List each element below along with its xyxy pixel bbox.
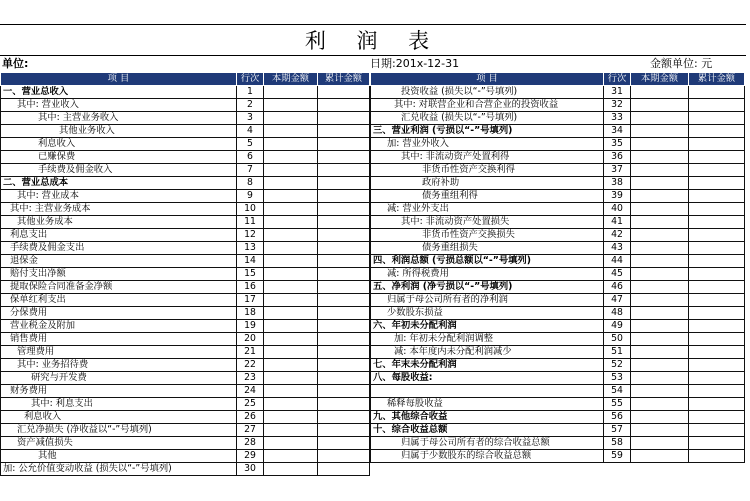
right-item-cell: 加: 营业外收入 [371,138,604,151]
left-cumulative-amount-cell[interactable] [318,281,370,294]
right-line-no-cell: 33 [604,112,631,125]
left-current-amount-cell[interactable] [264,229,318,242]
right-item-cell: 政府补助 [371,177,604,190]
right-current-amount-cell[interactable] [631,450,689,463]
table-row [1,255,745,268]
right-item-cell: 其中: 对联营企业和合营企业的投资收益 [371,99,604,112]
left-line-no-cell: 2 [237,99,264,112]
right-current-amount-cell[interactable] [631,437,689,450]
right-current-amount-cell[interactable] [631,242,689,255]
table-row [1,203,745,216]
right-cumulative-amount-cell[interactable] [689,333,745,346]
left-current-amount-cell[interactable] [264,294,318,307]
table-row [1,463,745,476]
left-cumulative-amount-cell[interactable] [318,151,370,164]
left-cumulative-amount-cell[interactable] [318,255,370,268]
table-row [1,229,745,242]
left-line-no-cell: 19 [237,320,264,333]
left-line-no-cell: 1 [237,86,264,99]
left-line-no-cell: 20 [237,333,264,346]
right-line-no-cell: 32 [604,99,631,112]
table-row [1,138,745,151]
right-empty-cell [689,463,745,476]
left-line-no-cell: 27 [237,424,264,437]
right-cumulative-amount-cell[interactable] [689,320,745,333]
right-empty-cell [631,463,689,476]
table-row [1,164,745,177]
right-line-no-cell: 34 [604,125,631,138]
left-cumulative-amount-cell[interactable] [318,138,370,151]
left-item-cell: 加: 公允价值变动收益 (损失以“-”号填列) [1,463,237,476]
right-current-amount-cell[interactable] [631,398,689,411]
date-label: 日期:201x-12-31 [370,57,460,70]
right-item-cell: 九、其他综合收益 [371,411,604,424]
right-current-amount-cell[interactable] [631,281,689,294]
income-statement-table [0,72,745,476]
right-item-cell: 减: 营业外支出 [371,203,604,216]
left-current-amount-cell[interactable] [264,450,318,463]
right-cumulative-amount-cell[interactable] [689,86,745,99]
right-line-no-cell: 39 [604,190,631,203]
left-item-cell: 赔付支出净额 [1,268,237,281]
table-row [1,177,745,190]
right-line-no-cell: 44 [604,255,631,268]
left-current-amount-cell[interactable] [264,268,318,281]
right-cumulative-amount-cell[interactable] [689,424,745,437]
right-cumulative-amount-cell[interactable] [689,203,745,216]
table-row [1,385,745,398]
right-current-amount-cell[interactable] [631,346,689,359]
table-row [1,294,745,307]
left-line-no-cell: 26 [237,411,264,424]
left-cumulative-amount-cell[interactable] [318,372,370,385]
left-item-cell: 其中: 营业成本 [1,190,237,203]
header-row [1,73,745,86]
left-line-no-cell: 5 [237,138,264,151]
left-current-amount-cell[interactable] [264,164,318,177]
left-item-cell: 其中: 营业收入 [1,99,237,112]
right-item-cell [371,385,604,398]
right-item-cell: 稀释每股收益 [371,398,604,411]
unit-label: 单位: [2,57,29,70]
left-cumulative-amount-cell[interactable] [318,177,370,190]
table-body [1,86,745,476]
left-current-amount-cell[interactable] [264,281,318,294]
left-item-cell: 资产减值损失 [1,437,237,450]
right-line-no-cell: 59 [604,450,631,463]
right-cumulative-amount-cell[interactable] [689,372,745,385]
left-cumulative-amount-cell[interactable] [318,385,370,398]
table-row [1,333,745,346]
left-item-cell: 销售费用 [1,333,237,346]
table-row [1,268,745,281]
left-item-cell: 其中: 主营业务收入 [1,112,237,125]
left-line-no-cell: 11 [237,216,264,229]
left-item-cell: 其他业务成本 [1,216,237,229]
left-line-no-cell: 10 [237,203,264,216]
right-line-no-cell: 37 [604,164,631,177]
left-cumulative-amount-cell[interactable] [318,125,370,138]
title-row [0,24,746,56]
left-item-cell: 其他业务收入 [1,125,237,138]
right-line-no-cell: 50 [604,333,631,346]
right-current-amount-cell[interactable] [631,294,689,307]
left-cumulative-amount-cell[interactable] [318,99,370,112]
table-row [1,398,745,411]
left-item-cell: 研究与开发费 [1,372,237,385]
right-cumulative-amount-cell[interactable] [689,437,745,450]
table-row [1,125,745,138]
right-empty-cell [371,463,604,476]
right-current-amount-cell[interactable] [631,125,689,138]
left-current-amount-cell[interactable] [264,151,318,164]
left-line-no-cell: 8 [237,177,264,190]
left-item-cell: 其中: 业务招待费 [1,359,237,372]
right-line-no-cell: 35 [604,138,631,151]
right-cumulative-amount-cell[interactable] [689,164,745,177]
right-item-cell: 八、每股收益: [371,372,604,385]
right-current-amount-cell[interactable] [631,320,689,333]
left-line-no-cell: 22 [237,359,264,372]
right-line-no-cell: 47 [604,294,631,307]
right-item-cell: 归属于少数股东的综合收益总额 [371,450,604,463]
right-line-no-cell: 55 [604,398,631,411]
left-current-amount-cell[interactable] [264,385,318,398]
table-row [1,242,745,255]
left-current-amount-cell[interactable] [264,203,318,216]
left-current-amount-cell[interactable] [264,138,318,151]
right-line-no-cell: 49 [604,320,631,333]
left-item-cell: 已赚保费 [1,151,237,164]
right-cumulative-amount-cell[interactable] [689,190,745,203]
right-current-amount-cell[interactable] [631,216,689,229]
right-cumulative-amount-cell[interactable] [689,346,745,359]
left-current-amount-cell[interactable] [264,86,318,99]
right-empty-cell [604,463,631,476]
left-item-cell: 利息收入 [1,411,237,424]
left-item-cell: 提取保险合同准备金净额 [1,281,237,294]
header-cumulative: 累计金额 [318,73,370,86]
left-item-cell: 手续费及佣金收入 [1,164,237,177]
left-cumulative-amount-cell[interactable] [318,229,370,242]
left-item-cell: 一、营业总收入 [1,86,237,99]
left-cumulative-amount-cell[interactable] [318,242,370,255]
left-line-no-cell: 30 [237,463,264,476]
right-cumulative-amount-cell[interactable] [689,359,745,372]
right-item-cell: 三、营业利润 (亏损以“-”号填列) [371,125,604,138]
left-cumulative-amount-cell[interactable] [318,216,370,229]
table-row [1,437,745,450]
right-cumulative-amount-cell[interactable] [689,151,745,164]
right-line-no-cell: 53 [604,372,631,385]
left-current-amount-cell[interactable] [264,216,318,229]
right-current-amount-cell[interactable] [631,424,689,437]
table-row [1,346,745,359]
left-cumulative-amount-cell[interactable] [318,112,370,125]
right-current-amount-cell[interactable] [631,372,689,385]
right-item-cell: 归属于母公司所有者的净利润 [371,294,604,307]
left-current-amount-cell[interactable] [264,333,318,346]
amount-unit-label: 金额单位: 元 [650,57,713,70]
right-current-amount-cell[interactable] [631,333,689,346]
left-cumulative-amount-cell[interactable] [318,411,370,424]
right-current-amount-cell[interactable] [631,164,689,177]
meta-row [0,56,746,71]
table-row [1,216,745,229]
left-cumulative-amount-cell[interactable] [318,346,370,359]
right-item-cell: 少数股东损益 [371,307,604,320]
left-line-no-cell: 6 [237,151,264,164]
table-row [1,320,745,333]
right-item-cell: 七、年末未分配利润 [371,359,604,372]
right-cumulative-amount-cell[interactable] [689,281,745,294]
left-cumulative-amount-cell[interactable] [318,424,370,437]
table-row [1,359,745,372]
right-current-amount-cell[interactable] [631,359,689,372]
right-item-cell: 归属于母公司所有者的综合收益总额 [371,437,604,450]
left-line-no-cell: 23 [237,372,264,385]
right-item-cell: 十、综合收益总额 [371,424,604,437]
table-row [1,99,745,112]
table-row [1,86,745,99]
right-item-cell: 五、净利润 (净亏损以“-”号填列) [371,281,604,294]
table-row [1,424,745,437]
left-current-amount-cell[interactable] [264,190,318,203]
right-line-no-cell: 45 [604,268,631,281]
right-cumulative-amount-cell[interactable] [689,398,745,411]
right-current-amount-cell[interactable] [631,268,689,281]
left-line-no-cell: 14 [237,255,264,268]
left-current-amount-cell[interactable] [264,463,318,476]
left-line-no-cell: 16 [237,281,264,294]
left-line-no-cell: 7 [237,164,264,177]
left-current-amount-cell[interactable] [264,411,318,424]
left-current-amount-cell[interactable] [264,372,318,385]
right-cumulative-amount-cell[interactable] [689,450,745,463]
left-cumulative-amount-cell[interactable] [318,307,370,320]
left-current-amount-cell[interactable] [264,346,318,359]
left-line-no-cell: 21 [237,346,264,359]
table-row [1,372,745,385]
header-item: 项 目 [1,73,237,86]
left-cumulative-amount-cell[interactable] [318,463,370,476]
right-cumulative-amount-cell[interactable] [689,411,745,424]
table-row [1,151,745,164]
right-line-no-cell: 58 [604,437,631,450]
left-item-cell: 汇兑净损失 (净收益以“-”号填列) [1,424,237,437]
table-row [1,112,745,125]
left-cumulative-amount-cell[interactable] [318,398,370,411]
right-line-no-cell: 56 [604,411,631,424]
right-current-amount-cell[interactable] [631,151,689,164]
right-line-no-cell: 36 [604,151,631,164]
right-cumulative-amount-cell[interactable] [689,307,745,320]
header-current-right: 本期金额 [631,73,689,86]
left-line-no-cell: 25 [237,398,264,411]
left-line-no-cell: 29 [237,450,264,463]
right-line-no-cell: 41 [604,216,631,229]
left-item-cell: 利息支出 [1,229,237,242]
right-cumulative-amount-cell[interactable] [689,112,745,125]
right-item-cell: 投资收益 (损失以“-”号填列) [371,86,604,99]
left-item-cell: 二、营业总成本 [1,177,237,190]
left-item-cell: 保单红利支出 [1,294,237,307]
right-item-cell: 其中: 非流动资产处置利得 [371,151,604,164]
left-item-cell: 管理费用 [1,346,237,359]
left-current-amount-cell[interactable] [264,398,318,411]
right-cumulative-amount-cell[interactable] [689,216,745,229]
table-row [1,450,745,463]
right-cumulative-amount-cell[interactable] [689,294,745,307]
header-line-no-right: 行次 [604,73,631,86]
right-cumulative-amount-cell[interactable] [689,255,745,268]
left-item-cell: 其中: 主营业务成本 [1,203,237,216]
right-line-no-cell: 51 [604,346,631,359]
right-item-cell: 其中: 非流动资产处置损失 [371,216,604,229]
right-current-amount-cell[interactable] [631,229,689,242]
right-current-amount-cell[interactable] [631,203,689,216]
left-current-amount-cell[interactable] [264,242,318,255]
right-line-no-cell: 52 [604,359,631,372]
table-row [1,190,745,203]
right-item-cell: 非货币性资产交换损失 [371,229,604,242]
left-line-no-cell: 4 [237,125,264,138]
left-current-amount-cell[interactable] [264,424,318,437]
left-cumulative-amount-cell[interactable] [318,450,370,463]
left-item-cell: 财务费用 [1,385,237,398]
right-line-no-cell: 46 [604,281,631,294]
left-cumulative-amount-cell[interactable] [318,333,370,346]
right-line-no-cell: 31 [604,86,631,99]
right-cumulative-amount-cell[interactable] [689,242,745,255]
left-line-no-cell: 3 [237,112,264,125]
right-current-amount-cell[interactable] [631,411,689,424]
left-current-amount-cell[interactable] [264,177,318,190]
right-line-no-cell: 54 [604,385,631,398]
left-current-amount-cell[interactable] [264,112,318,125]
header-line-no: 行次 [237,73,264,86]
left-line-no-cell: 24 [237,385,264,398]
left-line-no-cell: 17 [237,294,264,307]
report-title: 利 润 表 [304,29,442,53]
left-cumulative-amount-cell[interactable] [318,190,370,203]
right-cumulative-amount-cell[interactable] [689,138,745,151]
right-cumulative-amount-cell[interactable] [689,385,745,398]
header-current: 本期金额 [264,73,318,86]
left-current-amount-cell[interactable] [264,359,318,372]
table-row [1,411,745,424]
table-row [1,281,745,294]
right-item-cell: 非货币性资产交换利得 [371,164,604,177]
right-current-amount-cell[interactable] [631,255,689,268]
right-line-no-cell: 38 [604,177,631,190]
left-cumulative-amount-cell[interactable] [318,437,370,450]
right-line-no-cell: 40 [604,203,631,216]
left-line-no-cell: 18 [237,307,264,320]
right-current-amount-cell[interactable] [631,307,689,320]
left-line-no-cell: 9 [237,190,264,203]
left-current-amount-cell[interactable] [264,255,318,268]
left-cumulative-amount-cell[interactable] [318,203,370,216]
right-current-amount-cell[interactable] [631,99,689,112]
table-row [1,307,745,320]
header-item-right: 项 目 [371,73,604,86]
right-cumulative-amount-cell[interactable] [689,99,745,112]
right-cumulative-amount-cell[interactable] [689,125,745,138]
left-cumulative-amount-cell[interactable] [318,320,370,333]
left-item-cell: 分保费用 [1,307,237,320]
right-line-no-cell: 43 [604,242,631,255]
header-cumulative-right: 累计金额 [689,73,745,86]
right-item-cell: 减: 本年度内未分配利润减少 [371,346,604,359]
right-item-cell: 四、利润总额 (亏损总额以“-”号填列) [371,255,604,268]
right-item-cell: 减: 所得税费用 [371,268,604,281]
right-line-no-cell: 42 [604,229,631,242]
right-cumulative-amount-cell[interactable] [689,177,745,190]
left-current-amount-cell[interactable] [264,437,318,450]
right-item-cell: 债务重组损失 [371,242,604,255]
left-line-no-cell: 12 [237,229,264,242]
left-item-cell: 其中: 利息支出 [1,398,237,411]
right-cumulative-amount-cell[interactable] [689,268,745,281]
left-cumulative-amount-cell[interactable] [318,268,370,281]
left-cumulative-amount-cell[interactable] [318,164,370,177]
right-current-amount-cell[interactable] [631,112,689,125]
left-item-cell: 营业税金及附加 [1,320,237,333]
right-current-amount-cell[interactable] [631,385,689,398]
right-current-amount-cell[interactable] [631,138,689,151]
right-current-amount-cell[interactable] [631,190,689,203]
left-current-amount-cell[interactable] [264,320,318,333]
right-item-cell: 汇兑收益 (损失以“-”号填列) [371,112,604,125]
left-line-no-cell: 15 [237,268,264,281]
left-item-cell: 利息收入 [1,138,237,151]
left-line-no-cell: 13 [237,242,264,255]
left-current-amount-cell[interactable] [264,99,318,112]
left-current-amount-cell[interactable] [264,307,318,320]
left-item-cell: 退保金 [1,255,237,268]
right-item-cell: 债务重组利得 [371,190,604,203]
right-current-amount-cell[interactable] [631,177,689,190]
left-item-cell: 手续费及佣金支出 [1,242,237,255]
left-line-no-cell: 28 [237,437,264,450]
right-item-cell: 六、年初未分配利润 [371,320,604,333]
left-cumulative-amount-cell[interactable] [318,86,370,99]
right-line-no-cell: 48 [604,307,631,320]
left-cumulative-amount-cell[interactable] [318,294,370,307]
left-cumulative-amount-cell[interactable] [318,359,370,372]
left-item-cell: 其他 [1,450,237,463]
left-current-amount-cell[interactable] [264,125,318,138]
right-current-amount-cell[interactable] [631,86,689,99]
right-item-cell: 加: 年初未分配利润调整 [371,333,604,346]
right-cumulative-amount-cell[interactable] [689,229,745,242]
right-line-no-cell: 57 [604,424,631,437]
